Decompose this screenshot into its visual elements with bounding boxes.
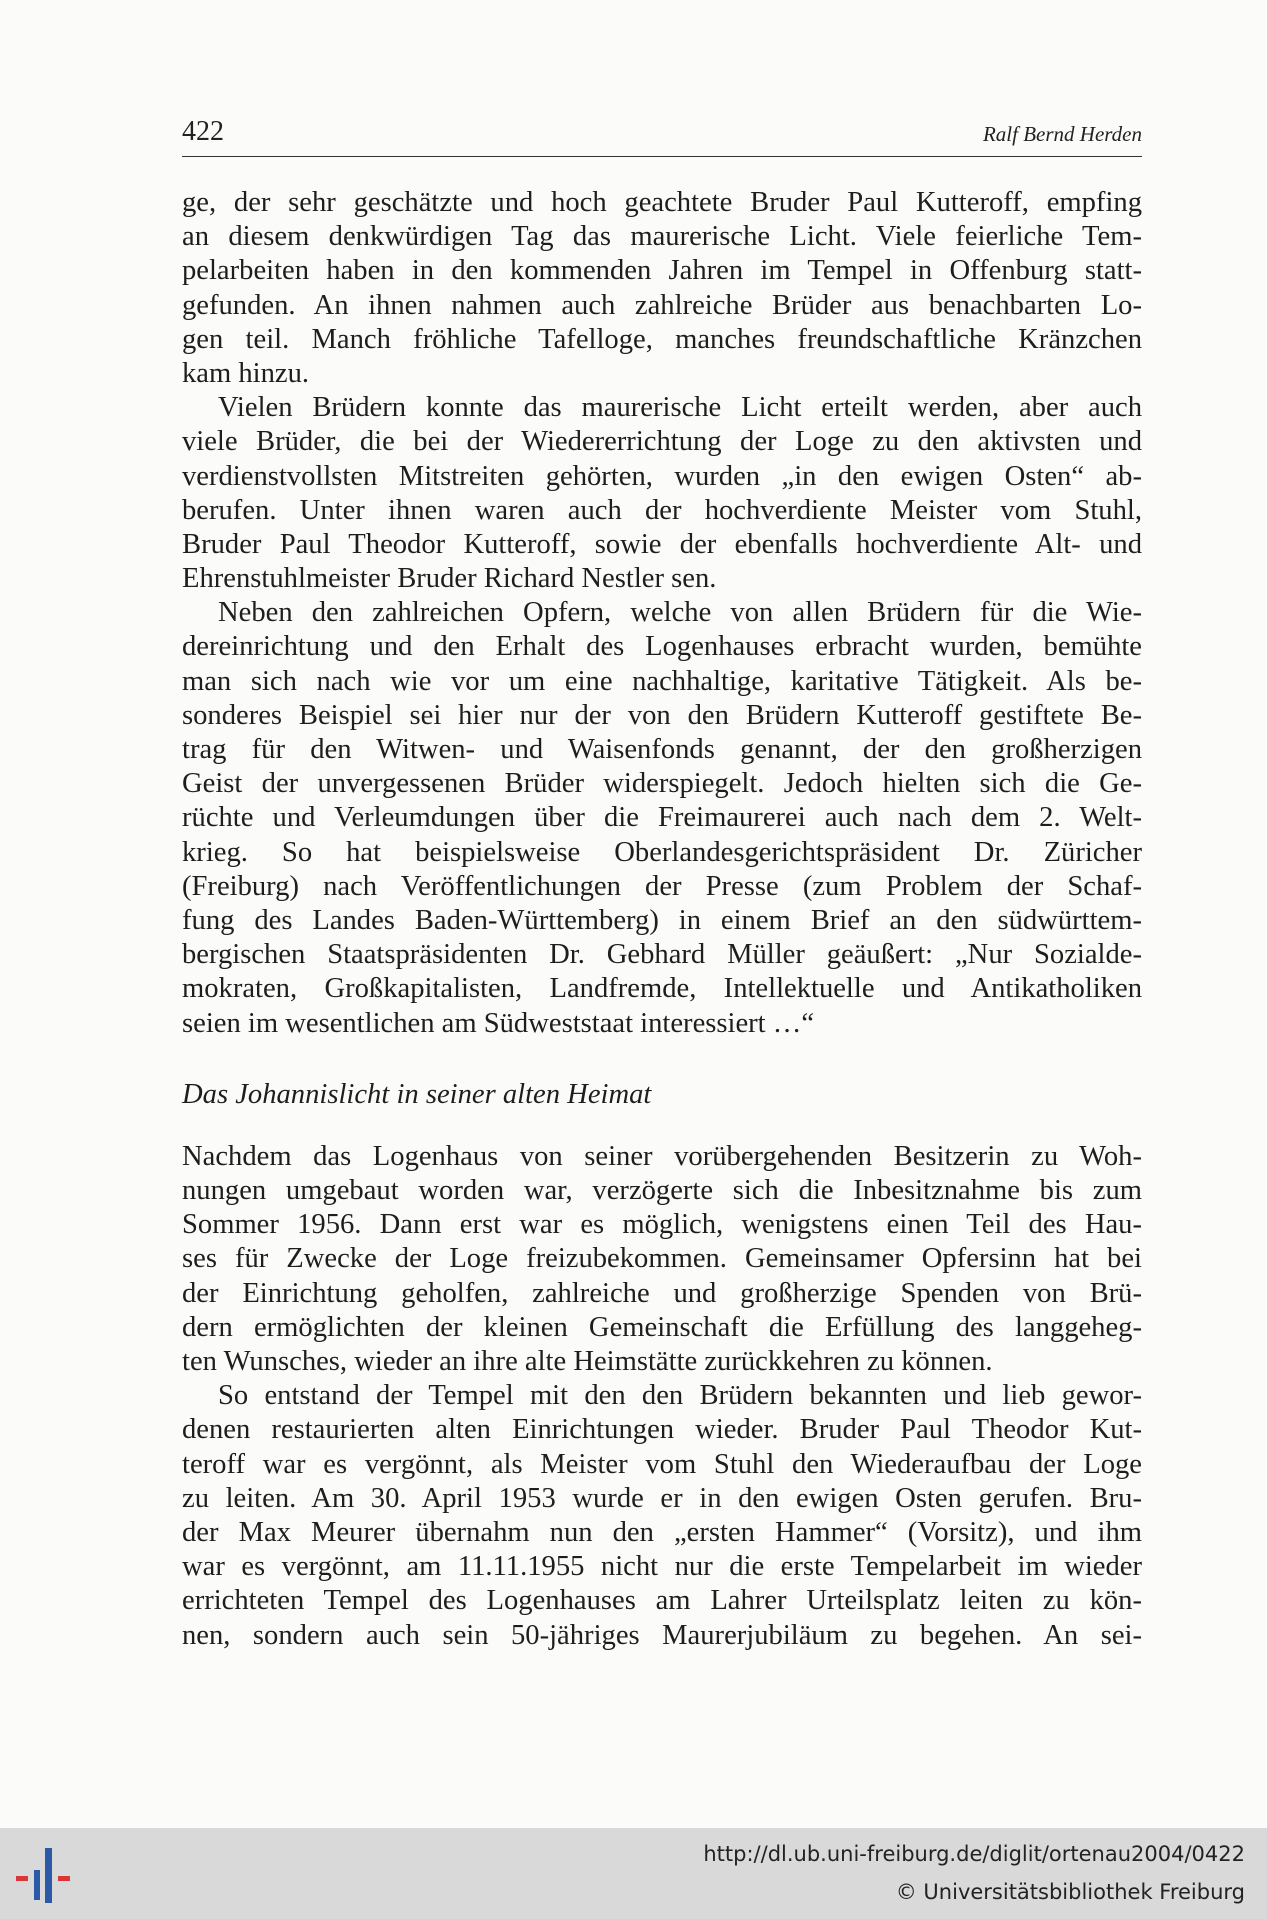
- text-line: ses für Zwecke der Loge freizubekommen. Gemeinsamer Opfersinn hat bei: [182, 1243, 1142, 1275]
- running-head: Ralf Bernd Herden: [982, 122, 1142, 146]
- text-line: gefunden. An ihnen nahmen auch zahlreiche Brüder aus benachbarten Lo-: [182, 289, 1142, 321]
- text-line: man sich nach wie vor um eine nachhaltige, karitative Tätigkeit. Als be-: [182, 665, 1142, 697]
- text-line: errichteten Tempel des Logenhauses am Lahrer Urteilsplatz leiten zu kön-: [182, 1585, 1142, 1617]
- text-line: So entstand der Tempel mit den den Brüdern bekannten und lieb gewor-: [218, 1380, 1142, 1412]
- text-line: teroff war es vergönnt, als Meister vom Stuhl den Wiederaufbau der Loge: [182, 1448, 1142, 1480]
- ub-freiburg-logo-icon: [14, 1846, 84, 1906]
- text-line: ge, der sehr geschätzte und hoch geachtete Bruder Paul Kutteroff, empfing: [182, 187, 1142, 218]
- section-heading: Das Johannislicht in seiner alten Heimat: [182, 1078, 652, 1110]
- text-line: Sommer 1956. Dann erst war es möglich, wenigstens einen Teil des Hau-: [182, 1209, 1142, 1241]
- text-line: nungen umgebaut worden war, verzögerte sich die Inbesitznahme bis zum: [182, 1175, 1142, 1207]
- text-line: Vielen Brüdern konnte das maurerische Licht erteilt werden, aber auch: [218, 392, 1142, 424]
- text-line: an diesem denkwürdigen Tag das maurerische Licht. Viele feierliche Tem-: [182, 221, 1142, 253]
- paragraph-4: [182, 1140, 1142, 1379]
- text-line: mokraten, Großkapitalisten, Landfremde, Intellektuelle und Antikatholiken: [182, 973, 1142, 1005]
- footer-band: [0, 1828, 1267, 1919]
- text-line: der Max Meurer übernahm nun den „ersten Hammer“ (Vorsitz), und ihm: [182, 1516, 1142, 1548]
- paragraph-3: [182, 596, 1142, 1040]
- text-line: viele Brüder, die bei der Wiedererrichtung der Loge zu den aktivsten und: [182, 426, 1142, 458]
- text-line: trag für den Witwen- und Waisenfonds genannt, der den großherzigen: [182, 734, 1142, 765]
- text-line: pelarbeiten haben in den kommenden Jahren im Tempel in Offenburg statt-: [182, 255, 1142, 287]
- text-line: bergischen Staatspräsidenten Dr. Gebhard Müller geäußert: „Nur Sozialde-: [182, 939, 1142, 971]
- page-number: 422: [182, 116, 224, 147]
- text-line: dereinrichtung und den Erhalt des Logenhauses erbracht wurden, bemühte: [182, 631, 1142, 663]
- text-line: kam hinzu.: [182, 357, 310, 389]
- paragraph-1: [182, 186, 1142, 391]
- text-line: war es vergönnt, am 11.11.1955 nicht nur die erste Tempelarbeit im wieder: [182, 1551, 1142, 1583]
- text-line: denen restaurierten alten Einrichtungen wieder. Bruder Paul Theodor Kut-: [182, 1414, 1142, 1446]
- text-line: (Freiburg) nach Veröffentlichungen der Presse (zum Problem der Schaf-: [182, 870, 1142, 902]
- text-line: ten Wunsches, wieder an ihre alte Heimstätte zurückkehren zu können.: [182, 1346, 993, 1377]
- text-line: Geist der unvergessenen Brüder widerspiegelt. Jedoch hielten sich die Ge-: [182, 768, 1142, 800]
- text-line: dern ermöglichten der kleinen Gemeinschaft die Erfüllung des langgeheg-: [182, 1311, 1142, 1343]
- text-line: gen teil. Manch fröhliche Tafelloge, manches freundschaftliche Kränzchen: [182, 323, 1142, 355]
- text-line: Ehrenstuhlmeister Bruder Richard Nestler sen.: [182, 563, 717, 595]
- text-line: der Einrichtung geholfen, zahlreiche und großherzige Spenden von Brü-: [182, 1277, 1142, 1309]
- paragraph-2: [182, 391, 1142, 596]
- text-line: sonderes Beispiel sei hier nur der von den Brüdern Kutteroff gestiftete Be-: [182, 699, 1142, 731]
- body-text: [182, 186, 1142, 1653]
- text-line: nen, sondern auch sein 50-jähriges Maurerjubiläum zu begehen. An sei-: [182, 1619, 1142, 1651]
- paragraph-5: [182, 1379, 1142, 1653]
- text-line: Nachdem das Logenhaus von seiner vorübergehenden Besitzerin zu Woh-: [182, 1140, 1142, 1172]
- text-line: Neben den zahlreichen Opfern, welche von allen Brüdern für die Wie-: [218, 597, 1142, 629]
- text-line: rüchte und Verleumdungen über die Freimaurerei auch nach dem 2. Welt-: [182, 802, 1142, 834]
- text-line: Bruder Paul Theodor Kutteroff, sowie der ebenfalls hochverdiente Alt- und: [182, 528, 1142, 560]
- text-line: berufen. Unter ihnen waren auch der hochverdiente Meister vom Stuhl,: [182, 494, 1142, 526]
- copyright-text: © Universitätsbibliothek Freiburg: [895, 1880, 1245, 1904]
- text-line: fung des Landes Baden-Württemberg) in einem Brief an den südwürttem-: [182, 904, 1142, 936]
- page-header: [182, 116, 1142, 157]
- source-url-link[interactable]: http://dl.ub.uni-freiburg.de/diglit/ortenau2004/0422: [703, 1842, 1245, 1866]
- text-line: seien im wesentlichen am Südweststaat interessiert …“: [182, 1007, 815, 1039]
- text-line: krieg. So hat beispielsweise Oberlandesgerichtspräsident Dr. Züricher: [182, 836, 1142, 868]
- text-line: verdienstvollsten Mitstreiten gehörten, wurden „in den ewigen Osten“ ab-: [182, 460, 1142, 492]
- text-line: zu leiten. Am 30. April 1953 wurde er in den ewigen Osten gerufen. Bru-: [182, 1482, 1142, 1514]
